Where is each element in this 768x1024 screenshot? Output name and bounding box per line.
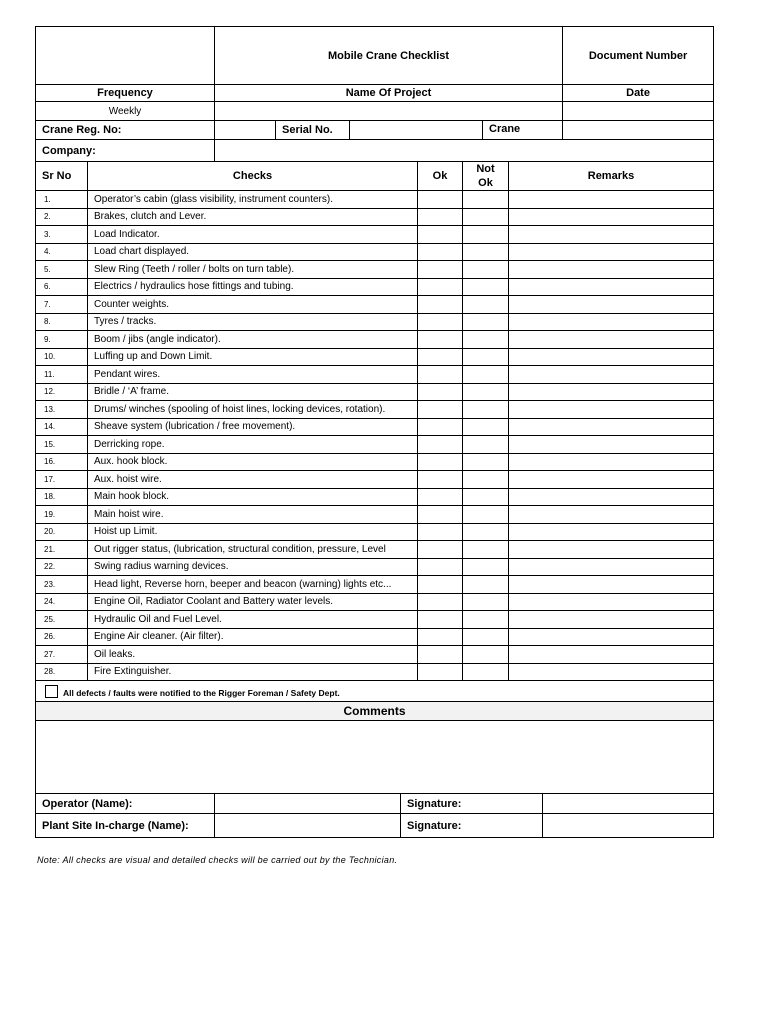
not-ok-cell[interactable] bbox=[463, 663, 509, 681]
ok-cell[interactable] bbox=[418, 611, 463, 629]
remarks-cell[interactable] bbox=[509, 226, 714, 244]
remarks-cell[interactable] bbox=[509, 436, 714, 454]
document-number-label: Document Number bbox=[563, 27, 714, 85]
check-row bbox=[36, 208, 714, 226]
ok-cell[interactable] bbox=[418, 191, 463, 209]
col-header-checks: Checks bbox=[88, 162, 418, 191]
operator-signature-label: Signature: bbox=[401, 794, 543, 814]
ok-cell[interactable] bbox=[418, 383, 463, 401]
remarks-cell[interactable] bbox=[509, 453, 714, 471]
check-number: 13. bbox=[36, 401, 88, 419]
check-row bbox=[36, 558, 714, 576]
ok-cell[interactable] bbox=[418, 541, 463, 559]
remarks-cell[interactable] bbox=[509, 541, 714, 559]
remarks-cell[interactable] bbox=[509, 523, 714, 541]
check-row bbox=[36, 226, 714, 244]
check-number: 17. bbox=[36, 471, 88, 489]
check-row bbox=[36, 628, 714, 646]
incharge-signature-label: Signature: bbox=[401, 814, 543, 838]
check-item: Load chart displayed. bbox=[88, 243, 418, 261]
check-item: Brakes, clutch and Lever. bbox=[88, 208, 418, 226]
ok-cell[interactable] bbox=[418, 348, 463, 366]
check-row bbox=[36, 523, 714, 541]
operator-signature-field[interactable] bbox=[543, 794, 714, 814]
check-item: Bridle / ‘A’ frame. bbox=[88, 383, 418, 401]
check-item: Counter weights. bbox=[88, 296, 418, 314]
crane-field[interactable] bbox=[563, 121, 714, 140]
check-number: 19. bbox=[36, 506, 88, 524]
incharge-name-label: Plant Site In-charge (Name): bbox=[36, 814, 215, 838]
crane-reg-label: Crane Reg. No: bbox=[36, 121, 215, 140]
not-ok-cell[interactable] bbox=[463, 226, 509, 244]
check-number: 27. bbox=[36, 646, 88, 664]
check-item: Hydraulic Oil and Fuel Level. bbox=[88, 611, 418, 629]
remarks-cell[interactable] bbox=[509, 401, 714, 419]
check-number: 16. bbox=[36, 453, 88, 471]
remarks-cell[interactable] bbox=[509, 506, 714, 524]
not-ok-cell[interactable] bbox=[463, 523, 509, 541]
ok-cell[interactable] bbox=[418, 243, 463, 261]
remarks-cell[interactable] bbox=[509, 191, 714, 209]
check-item: Luffing up and Down Limit. bbox=[88, 348, 418, 366]
serial-label: Serial No. bbox=[276, 121, 350, 140]
incharge-name-field[interactable] bbox=[215, 814, 401, 838]
check-number: 7. bbox=[36, 296, 88, 314]
not-ok-cell[interactable] bbox=[463, 576, 509, 594]
check-item: Slew Ring (Teeth / roller / bolts on turn table). bbox=[88, 261, 418, 279]
remarks-cell[interactable] bbox=[509, 663, 714, 681]
check-number: 2. bbox=[36, 208, 88, 226]
check-item: Tyres / tracks. bbox=[88, 313, 418, 331]
check-number: 5. bbox=[36, 261, 88, 279]
operator-name-field[interactable] bbox=[215, 794, 401, 814]
not-ok-cell[interactable] bbox=[463, 366, 509, 384]
not-ok-cell[interactable] bbox=[463, 401, 509, 419]
check-item: Fire Extinguisher. bbox=[88, 663, 418, 681]
ok-cell[interactable] bbox=[418, 226, 463, 244]
ok-cell[interactable] bbox=[418, 663, 463, 681]
ok-cell[interactable] bbox=[418, 453, 463, 471]
col-header-remarks: Remarks bbox=[509, 162, 714, 191]
not-ok-cell[interactable] bbox=[463, 261, 509, 279]
check-item: Boom / jibs (angle indicator). bbox=[88, 331, 418, 349]
check-item: Oil leaks. bbox=[88, 646, 418, 664]
check-row bbox=[36, 453, 714, 471]
not-ok-cell[interactable] bbox=[463, 628, 509, 646]
check-number: 12. bbox=[36, 383, 88, 401]
not-ok-cell[interactable] bbox=[463, 348, 509, 366]
check-number: 20. bbox=[36, 523, 88, 541]
check-number: 25. bbox=[36, 611, 88, 629]
frequency-value: Weekly bbox=[36, 102, 215, 121]
check-item: Main hook block. bbox=[88, 488, 418, 506]
check-number: 9. bbox=[36, 331, 88, 349]
check-rows bbox=[36, 191, 714, 681]
check-number: 10. bbox=[36, 348, 88, 366]
check-item: Swing radius warning devices. bbox=[88, 558, 418, 576]
remarks-cell[interactable] bbox=[509, 593, 714, 611]
not-ok-cell[interactable] bbox=[463, 471, 509, 489]
header-table bbox=[35, 26, 714, 162]
check-number: 6. bbox=[36, 278, 88, 296]
not-ok-cell[interactable] bbox=[463, 506, 509, 524]
checks-table bbox=[35, 161, 714, 794]
remarks-cell[interactable] bbox=[509, 278, 714, 296]
check-row bbox=[36, 243, 714, 261]
check-row bbox=[36, 471, 714, 489]
check-row bbox=[36, 366, 714, 384]
logo-cell bbox=[36, 27, 215, 85]
check-number: 21. bbox=[36, 541, 88, 559]
not-ok-cell[interactable] bbox=[463, 488, 509, 506]
check-number: 23. bbox=[36, 576, 88, 594]
check-item: Out rigger status, (lubrication, structural condition, pressure, Level bbox=[88, 541, 418, 559]
company-field[interactable] bbox=[215, 140, 714, 162]
ok-cell[interactable] bbox=[418, 418, 463, 436]
notification-row bbox=[36, 681, 714, 702]
comments-heading: Comments bbox=[36, 702, 714, 721]
remarks-cell[interactable] bbox=[509, 313, 714, 331]
check-row bbox=[36, 191, 714, 209]
company-label: Company: bbox=[36, 140, 215, 162]
check-number: 14. bbox=[36, 418, 88, 436]
col-header-ok: Ok bbox=[418, 162, 463, 191]
incharge-signature-field[interactable] bbox=[543, 814, 714, 838]
check-number: 11. bbox=[36, 366, 88, 384]
check-item: Electrics / hydraulics hose fittings and tubing. bbox=[88, 278, 418, 296]
remarks-cell[interactable] bbox=[509, 611, 714, 629]
operator-name-label: Operator (Name): bbox=[36, 794, 215, 814]
check-item: Pendant wires. bbox=[88, 366, 418, 384]
remarks-cell[interactable] bbox=[509, 646, 714, 664]
check-row bbox=[36, 663, 714, 681]
check-row bbox=[36, 541, 714, 559]
check-row bbox=[36, 576, 714, 594]
remarks-cell[interactable] bbox=[509, 331, 714, 349]
check-row bbox=[36, 418, 714, 436]
not-ok-cell[interactable] bbox=[463, 453, 509, 471]
remarks-cell[interactable] bbox=[509, 558, 714, 576]
check-number: 24. bbox=[36, 593, 88, 611]
not-ok-cell[interactable] bbox=[463, 383, 509, 401]
col-header-sr-no: Sr No bbox=[36, 162, 88, 191]
check-item: Operator’s cabin (glass visibility, instrument counters). bbox=[88, 191, 418, 209]
ok-cell[interactable] bbox=[418, 278, 463, 296]
check-row bbox=[36, 488, 714, 506]
ok-cell[interactable] bbox=[418, 208, 463, 226]
remarks-cell[interactable] bbox=[509, 576, 714, 594]
not-ok-cell[interactable] bbox=[463, 331, 509, 349]
remarks-cell[interactable] bbox=[509, 418, 714, 436]
ok-cell[interactable] bbox=[418, 401, 463, 419]
not-ok-cell[interactable] bbox=[463, 541, 509, 559]
check-row bbox=[36, 383, 714, 401]
check-number: 8. bbox=[36, 313, 88, 331]
remarks-cell[interactable] bbox=[509, 628, 714, 646]
check-item: Load Indicator. bbox=[88, 226, 418, 244]
check-item: Derricking rope. bbox=[88, 436, 418, 454]
check-number: 15. bbox=[36, 436, 88, 454]
check-item: Engine Air cleaner. (Air filter). bbox=[88, 628, 418, 646]
ok-cell[interactable] bbox=[418, 628, 463, 646]
form-title: Mobile Crane Checklist bbox=[215, 27, 563, 85]
check-item: Engine Oil, Radiator Coolant and Battery water levels. bbox=[88, 593, 418, 611]
ok-cell[interactable] bbox=[418, 488, 463, 506]
ok-cell[interactable] bbox=[418, 366, 463, 384]
not-ok-cell[interactable] bbox=[463, 313, 509, 331]
remarks-cell[interactable] bbox=[509, 243, 714, 261]
not-ok-cell[interactable] bbox=[463, 191, 509, 209]
check-number: 28. bbox=[36, 663, 88, 681]
check-item: Drums/ winches (spooling of hoist lines, locking devices, rotation). bbox=[88, 401, 418, 419]
check-number: 3. bbox=[36, 226, 88, 244]
check-item: Aux. hoist wire. bbox=[88, 471, 418, 489]
not-ok-cell[interactable] bbox=[463, 243, 509, 261]
check-item: Sheave system (lubrication / free movement). bbox=[88, 418, 418, 436]
remarks-cell[interactable] bbox=[509, 261, 714, 279]
check-row bbox=[36, 436, 714, 454]
check-number: 22. bbox=[36, 558, 88, 576]
not-ok-cell[interactable] bbox=[463, 208, 509, 226]
ok-cell[interactable] bbox=[418, 313, 463, 331]
ok-cell[interactable] bbox=[418, 261, 463, 279]
check-number: 26. bbox=[36, 628, 88, 646]
ok-cell[interactable] bbox=[418, 471, 463, 489]
check-item: Aux. hook block. bbox=[88, 453, 418, 471]
ok-cell[interactable] bbox=[418, 436, 463, 454]
check-number: 18. bbox=[36, 488, 88, 506]
crane-label: Crane bbox=[483, 121, 563, 140]
check-row bbox=[36, 611, 714, 629]
not-ok-cell[interactable] bbox=[463, 646, 509, 664]
remarks-cell[interactable] bbox=[509, 488, 714, 506]
check-item: Main hoist wire. bbox=[88, 506, 418, 524]
not-ok-cell[interactable] bbox=[463, 418, 509, 436]
ok-cell[interactable] bbox=[418, 558, 463, 576]
ok-cell[interactable] bbox=[418, 646, 463, 664]
check-row bbox=[36, 593, 714, 611]
checks-header-row bbox=[36, 162, 714, 191]
notification-checkbox[interactable] bbox=[45, 685, 58, 698]
check-row bbox=[36, 331, 714, 349]
signoff-table bbox=[35, 793, 714, 838]
footer-note: Note: All checks are visual and detailed checks will be carried out by the Technician. bbox=[37, 855, 398, 865]
remarks-cell[interactable] bbox=[509, 348, 714, 366]
not-ok-cell[interactable] bbox=[463, 611, 509, 629]
ok-cell[interactable] bbox=[418, 523, 463, 541]
serial-field[interactable] bbox=[350, 121, 483, 140]
remarks-cell[interactable] bbox=[509, 471, 714, 489]
check-number: 4. bbox=[36, 243, 88, 261]
col-header-not-ok: Not Ok bbox=[463, 162, 509, 191]
frequency-label: Frequency bbox=[36, 85, 215, 102]
ok-cell[interactable] bbox=[418, 331, 463, 349]
check-item: Head light, Reverse horn, beeper and beacon (warning) lights etc... bbox=[88, 576, 418, 594]
ok-cell[interactable] bbox=[418, 576, 463, 594]
check-number: 1. bbox=[36, 191, 88, 209]
project-field[interactable] bbox=[215, 102, 563, 121]
notification-text: All defects / faults were notified to the Rigger Foreman / Safety Dept. bbox=[63, 687, 340, 698]
not-ok-cell[interactable] bbox=[463, 436, 509, 454]
check-row bbox=[36, 348, 714, 366]
ok-cell[interactable] bbox=[418, 593, 463, 611]
check-row bbox=[36, 261, 714, 279]
remarks-cell[interactable] bbox=[509, 366, 714, 384]
crane-reg-field[interactable] bbox=[215, 121, 276, 140]
ok-cell[interactable] bbox=[418, 296, 463, 314]
check-row bbox=[36, 401, 714, 419]
remarks-cell[interactable] bbox=[509, 208, 714, 226]
check-item: Hoist up Limit. bbox=[88, 523, 418, 541]
remarks-cell[interactable] bbox=[509, 383, 714, 401]
not-ok-cell[interactable] bbox=[463, 593, 509, 611]
not-ok-cell[interactable] bbox=[463, 558, 509, 576]
comments-field[interactable] bbox=[36, 721, 714, 794]
check-row bbox=[36, 506, 714, 524]
check-row bbox=[36, 313, 714, 331]
not-ok-cell[interactable] bbox=[463, 296, 509, 314]
remarks-cell[interactable] bbox=[509, 296, 714, 314]
ok-cell[interactable] bbox=[418, 506, 463, 524]
check-row bbox=[36, 296, 714, 314]
date-field[interactable] bbox=[563, 102, 714, 121]
not-ok-cell[interactable] bbox=[463, 278, 509, 296]
check-row bbox=[36, 646, 714, 664]
date-label: Date bbox=[563, 85, 714, 102]
project-label: Name Of Project bbox=[215, 85, 563, 102]
checklist-form bbox=[35, 26, 713, 838]
check-row bbox=[36, 278, 714, 296]
